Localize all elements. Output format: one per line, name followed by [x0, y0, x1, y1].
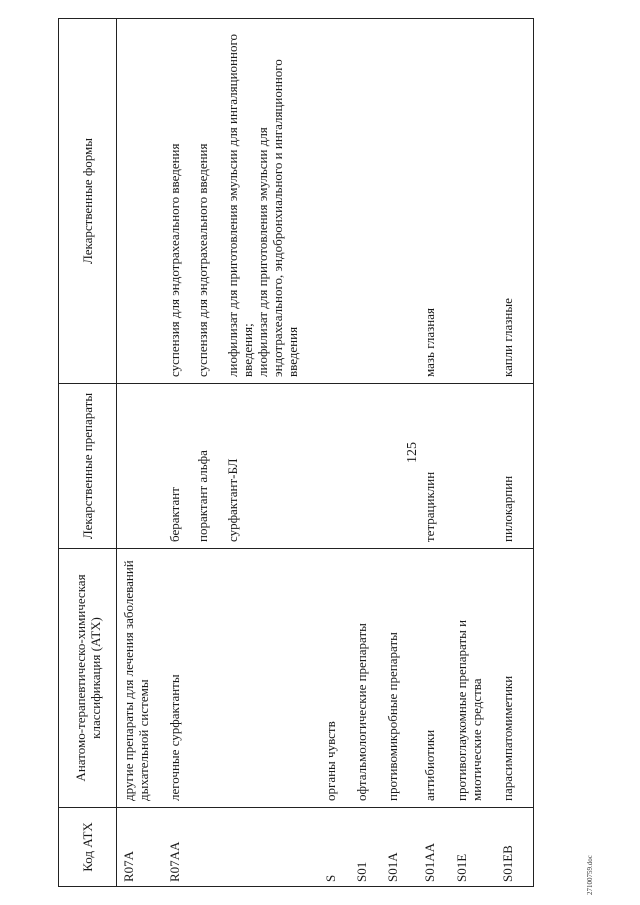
- table-row: [195, 19, 225, 887]
- header-code: Код АТХ: [59, 808, 117, 887]
- cell-atc: другие препараты для лечения заболеваний дыхательной системы: [117, 549, 167, 808]
- cell-form: [117, 19, 167, 384]
- table-row: [454, 19, 500, 887]
- cell-code: R07A: [117, 808, 167, 887]
- cell-atc: [195, 549, 225, 808]
- table-row: [167, 19, 195, 887]
- cell-form: [454, 19, 500, 384]
- cell-code: [225, 808, 323, 887]
- cell-drug: [385, 384, 422, 549]
- cell-form: [323, 19, 354, 384]
- cell-atc: [225, 549, 323, 808]
- cell-drug: порактант альфа: [195, 384, 225, 549]
- cell-code: S01EB: [500, 808, 534, 887]
- cell-code: S: [323, 808, 354, 887]
- cell-drug: тетрациклин: [422, 384, 454, 549]
- table-row: [354, 19, 385, 887]
- cell-form: суспензия для эндотрахеального введения: [167, 19, 195, 384]
- cell-form: лиофилизат для приготовления эмульсии для ингаляционного введения; лиофилизат для приготовления эмульсии для эндотрахеального, эндобронхиального и ингаляционного введения: [225, 19, 323, 384]
- cell-atc: органы чувств: [323, 549, 354, 808]
- cell-atc: противоглаукомные препараты и миотические средства: [454, 549, 500, 808]
- table-header-row: [59, 19, 117, 887]
- cell-drug: [117, 384, 167, 549]
- cell-form: суспензия для эндотрахеального введения: [195, 19, 225, 384]
- table-row: [117, 19, 167, 887]
- cell-code: [195, 808, 225, 887]
- cell-code: S01E: [454, 808, 500, 887]
- header-forms: Лекарственные формы: [59, 19, 117, 384]
- header-drugs: Лекарственные препараты: [59, 384, 117, 549]
- footer-filename: 27100759.doc: [586, 855, 594, 895]
- cell-drug: сурфактант-БЛ: [225, 384, 323, 549]
- cell-code: S01A: [385, 808, 422, 887]
- table-row: [385, 19, 422, 887]
- cell-form: мазь глазная: [422, 19, 454, 384]
- cell-form: [354, 19, 385, 384]
- table-row: [422, 19, 454, 887]
- cell-code: R07AA: [167, 808, 195, 887]
- cell-drug: берактант: [167, 384, 195, 549]
- header-atc: Анатомо-терапевтическо-химическая классификация (АТХ): [59, 549, 117, 808]
- cell-code: S01AA: [422, 808, 454, 887]
- cell-atc: офтальмологические препараты: [354, 549, 385, 808]
- cell-code: S01: [354, 808, 385, 887]
- cell-atc: парасимпатомиметики: [500, 549, 534, 808]
- cell-drug: [323, 384, 354, 549]
- table-row: [323, 19, 354, 887]
- cell-drug: [354, 384, 385, 549]
- cell-form: [385, 19, 422, 384]
- page-number: 125: [405, 442, 420, 463]
- cell-form: капли глазные: [500, 19, 534, 384]
- cell-atc: антибиотики: [422, 549, 454, 808]
- drug-table: [58, 18, 534, 887]
- table-row: [225, 19, 323, 887]
- cell-atc: легочные сурфактанты: [167, 549, 195, 808]
- table-row: [500, 19, 534, 887]
- cell-drug: [454, 384, 500, 549]
- cell-drug: пилокарпин: [500, 384, 534, 549]
- cell-atc: противомикробные препараты: [385, 549, 422, 808]
